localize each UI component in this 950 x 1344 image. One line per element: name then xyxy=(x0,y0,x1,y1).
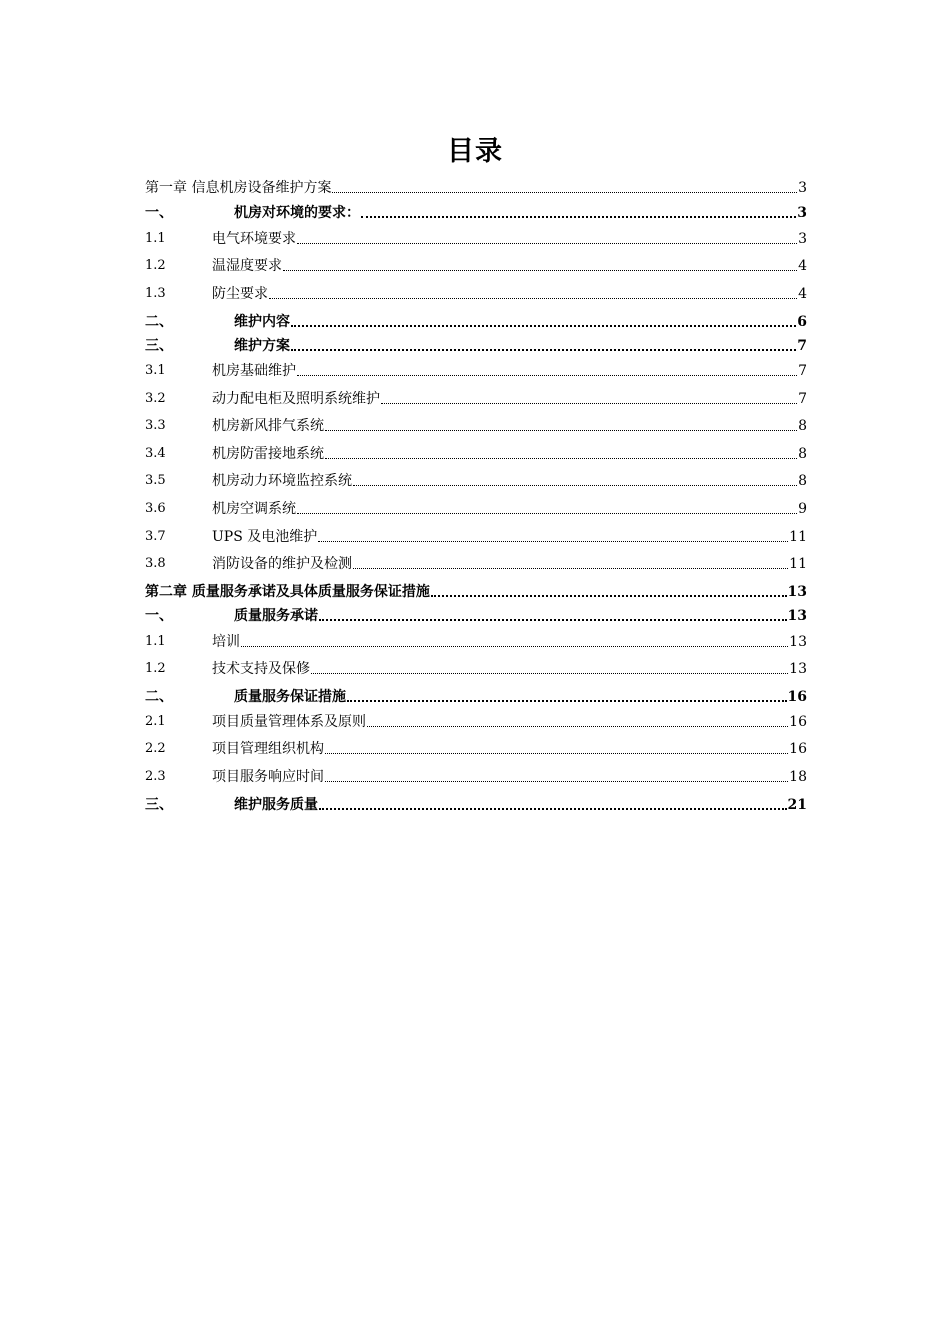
toc-entry[interactable] xyxy=(145,253,807,275)
toc-dot-leader xyxy=(297,362,797,380)
toc-entry-number: 2.3 xyxy=(145,769,166,784)
toc-entry-number: 2.2 xyxy=(145,741,166,756)
toc-entry[interactable] xyxy=(145,792,807,814)
toc-entry-label: 维护内容 xyxy=(234,314,290,330)
toc-entry-number: 1.3 xyxy=(145,286,166,301)
toc-entry-label: 机房防雷接地系统 xyxy=(212,446,324,462)
toc-entry[interactable] xyxy=(145,175,807,197)
toc-entry-page-number: 7 xyxy=(798,363,807,379)
toc-entry-label: 培训 xyxy=(212,634,240,650)
toc-entry[interactable] xyxy=(145,579,807,601)
toc-dot-leader xyxy=(283,257,797,275)
toc-entry-label: 机房动力环境监控系统 xyxy=(212,473,352,489)
toc-entry-number: 3.5 xyxy=(145,473,166,488)
toc-entry-number: 3.7 xyxy=(145,529,166,544)
toc-entry-page-number: 4 xyxy=(798,258,807,274)
toc-dot-leader xyxy=(297,500,797,518)
toc-dot-leader xyxy=(353,472,797,490)
toc-dot-leader xyxy=(332,179,797,197)
toc-entry-number: 1.2 xyxy=(145,258,166,273)
toc-entry-page-number: 7 xyxy=(798,391,807,407)
toc-dot-leader xyxy=(361,204,796,222)
toc-dot-leader xyxy=(347,688,787,706)
toc-entry-label: 维护服务质量 xyxy=(234,797,318,813)
toc-dot-leader xyxy=(311,660,788,678)
toc-entry-page-number: 7 xyxy=(797,338,807,354)
toc-dot-leader xyxy=(431,583,787,601)
toc-entry-page-number: 13 xyxy=(789,661,807,677)
toc-dot-leader xyxy=(319,796,787,814)
toc-entry-number: 1.2 xyxy=(145,661,166,676)
toc-entry-label: 电气环境要求 xyxy=(212,231,296,247)
toc-entry-page-number: 13 xyxy=(787,608,807,624)
toc-entry-page-number: 8 xyxy=(798,446,807,462)
toc-dot-leader xyxy=(291,337,796,355)
toc-dot-leader xyxy=(319,607,787,625)
toc-entry-page-number: 3 xyxy=(798,180,807,196)
toc-entry-number: 3.6 xyxy=(145,501,166,516)
toc-dot-leader xyxy=(325,768,788,786)
toc-entry-label: 维护方案 xyxy=(234,338,290,354)
toc-entry-label: 机房基础维护 xyxy=(212,363,296,379)
toc-entry[interactable] xyxy=(145,281,807,303)
toc-dot-leader xyxy=(367,713,788,731)
toc-entry[interactable] xyxy=(145,603,807,625)
toc-entry-label: 动力配电柜及照明系统维护 xyxy=(212,391,380,407)
toc-entry-number: 一、 xyxy=(145,608,173,624)
toc-entry-label: 机房对环境的要求： xyxy=(234,205,360,221)
toc-entry-page-number: 3 xyxy=(798,231,807,247)
toc-entry[interactable] xyxy=(145,200,807,222)
toc-dot-leader xyxy=(318,528,788,546)
toc-entry[interactable] xyxy=(145,709,807,731)
toc-entry-page-number: 16 xyxy=(789,741,807,757)
toc-entry[interactable] xyxy=(145,468,807,490)
toc-entry[interactable] xyxy=(145,764,807,786)
toc-entry[interactable] xyxy=(145,358,807,380)
toc-entry-label: 项目质量管理体系及原则 xyxy=(212,714,366,730)
toc-entry-number: 二、 xyxy=(145,314,173,330)
toc-entry[interactable] xyxy=(145,413,807,435)
toc-entry[interactable] xyxy=(145,524,807,546)
toc-entry-label: 机房新风排气系统 xyxy=(212,418,324,434)
toc-dot-leader xyxy=(297,230,797,248)
toc-title: 目录 xyxy=(447,136,503,167)
toc-entry-page-number: 3 xyxy=(797,205,807,221)
toc-entry[interactable] xyxy=(145,496,807,518)
toc-entry[interactable] xyxy=(145,629,807,651)
toc-entry-label: 质量服务保证措施 xyxy=(234,689,346,705)
toc-dot-leader xyxy=(325,445,797,463)
toc-entry-label: 质量服务承诺 xyxy=(234,608,318,624)
toc-entry-label: 第二章 质量服务承诺及具体质量服务保证措施 xyxy=(145,584,430,600)
toc-entry-page-number: 18 xyxy=(789,769,807,785)
toc-entry-label: 机房空调系统 xyxy=(212,501,296,517)
toc-entry-page-number: 11 xyxy=(789,556,807,572)
toc-entry-page-number: 16 xyxy=(787,689,807,705)
toc-entry[interactable] xyxy=(145,684,807,706)
toc-entry-page-number: 9 xyxy=(798,501,807,517)
toc-entry-number: 2.1 xyxy=(145,714,166,729)
toc-dot-leader xyxy=(241,633,788,651)
toc-entry-number: 3.2 xyxy=(145,391,166,406)
toc-entry[interactable] xyxy=(145,333,807,355)
toc-entry-number: 二、 xyxy=(145,689,173,705)
toc-entry-page-number: 11 xyxy=(789,529,807,545)
toc-entry-page-number: 4 xyxy=(798,286,807,302)
toc-entry-label: 技术支持及保修 xyxy=(212,661,310,677)
toc-dot-leader xyxy=(269,285,797,303)
toc-dot-leader xyxy=(353,555,788,573)
toc-entry-label: 温湿度要求 xyxy=(212,258,282,274)
toc-entry[interactable] xyxy=(145,736,807,758)
toc-entry-label: UPS 及电池维护 xyxy=(212,529,318,545)
toc-entry-number: 三、 xyxy=(145,338,173,354)
toc-entry-page-number: 21 xyxy=(787,797,807,813)
toc-dot-leader xyxy=(381,390,797,408)
toc-dot-leader xyxy=(291,313,796,331)
toc-entry[interactable] xyxy=(145,226,807,248)
toc-dot-leader xyxy=(325,740,788,758)
toc-entry[interactable] xyxy=(145,551,807,573)
toc-entry-page-number: 8 xyxy=(798,418,807,434)
toc-entry[interactable] xyxy=(145,309,807,331)
toc-entry-number: 3.8 xyxy=(145,556,166,571)
toc-entry-page-number: 13 xyxy=(789,634,807,650)
toc-entry-number: 1.1 xyxy=(145,634,166,649)
toc-entry-label: 消防设备的维护及检测 xyxy=(212,556,352,572)
toc-dot-leader xyxy=(325,417,797,435)
toc-entry-number: 3.1 xyxy=(145,363,166,378)
toc-entry[interactable] xyxy=(145,441,807,463)
toc-entry-label: 项目管理组织机构 xyxy=(212,741,324,757)
toc-entry[interactable] xyxy=(145,386,807,408)
toc-entry-number: 三、 xyxy=(145,797,173,813)
toc-entry-page-number: 6 xyxy=(797,314,807,330)
toc-entry-page-number: 16 xyxy=(789,714,807,730)
toc-entry-label: 项目服务响应时间 xyxy=(212,769,324,785)
toc-entry-label: 防尘要求 xyxy=(212,286,268,302)
toc-entry-number: 3.4 xyxy=(145,446,166,461)
toc-entry-number: 1.1 xyxy=(145,231,166,246)
toc-entry-number: 一、 xyxy=(145,205,173,221)
toc-entry-page-number: 13 xyxy=(787,584,807,600)
toc-entry-number: 3.3 xyxy=(145,418,166,433)
toc-entry[interactable] xyxy=(145,656,807,678)
toc-entry-label: 第一章 信息机房设备维护方案 xyxy=(145,180,332,196)
toc-entry-page-number: 8 xyxy=(798,473,807,489)
